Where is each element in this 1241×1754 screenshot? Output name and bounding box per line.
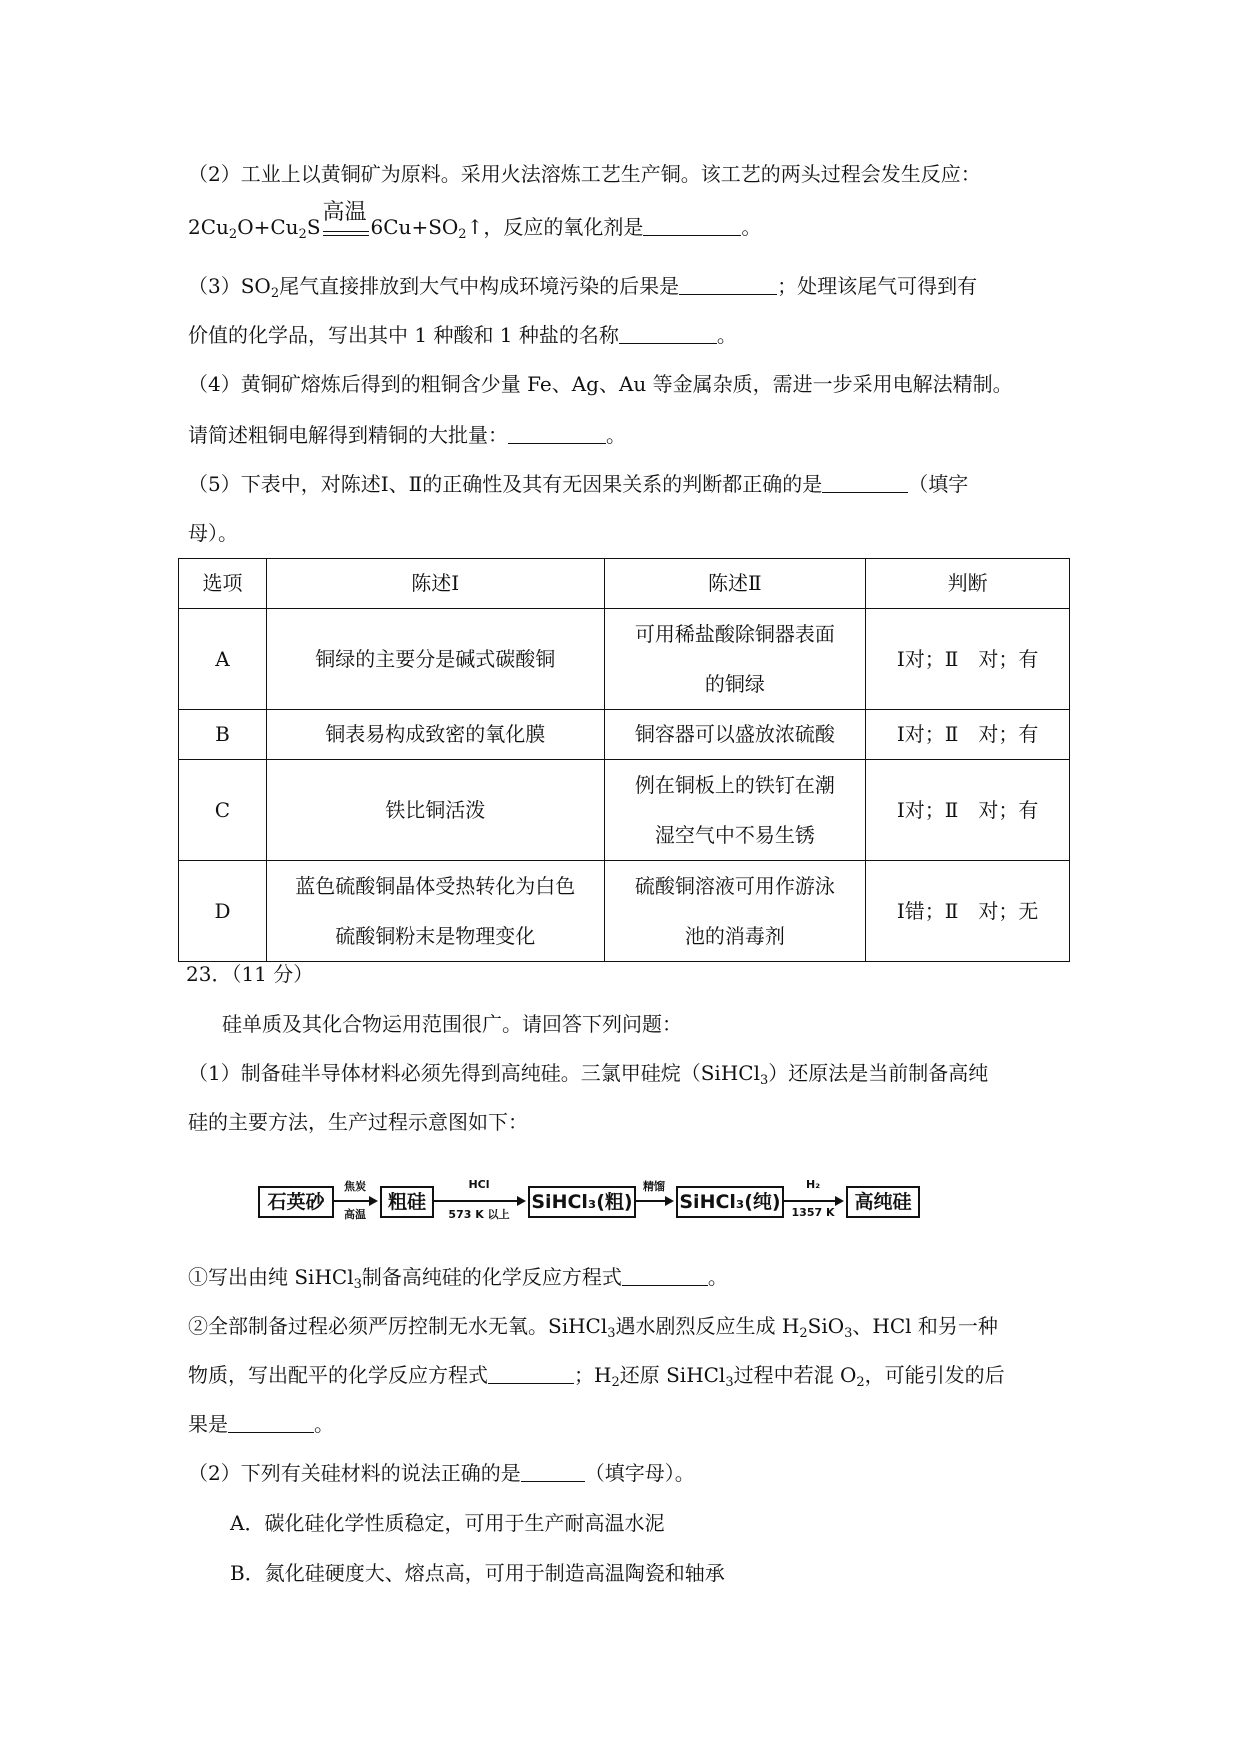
table-header-row xyxy=(179,559,1070,609)
subscript: 2 xyxy=(458,227,467,242)
table-cell xyxy=(604,861,866,962)
table-header: 判断 xyxy=(866,559,1070,609)
q23-p2 xyxy=(188,1459,695,1487)
table-cell: D xyxy=(179,861,267,962)
answer-blank[interactable] xyxy=(508,425,606,444)
q23-text: ；H xyxy=(574,1363,612,1387)
q2-text: （2）工业上以黄铜矿为原料。采用火法溶炼工艺生产铜。该工艺的两头过程会发生反应： xyxy=(188,162,981,186)
q23-intro-text: 硅单质及其化合物运用范围很广。请回答下列问题： xyxy=(222,1012,682,1036)
q23-p1-line2 xyxy=(188,1108,528,1136)
q23-text: ）还原法是当前制备高纯 xyxy=(768,1061,989,1085)
q23-text: SiO xyxy=(807,1314,845,1338)
subscript: 2 xyxy=(856,1375,865,1390)
table-cell: Ⅰ对；Ⅱ 对；有 xyxy=(866,760,1070,861)
q23-intro xyxy=(222,1010,682,1038)
q23-text: （填字母）。 xyxy=(584,1461,695,1485)
q3-text: ；处理该尾气可得到有 xyxy=(777,274,978,298)
q4-text: 。 xyxy=(606,423,626,447)
eq-text: 2Cu xyxy=(188,215,229,239)
q23-text: 过程中若混 O xyxy=(733,1363,857,1387)
q3-line2 xyxy=(188,321,737,349)
process-flow-diagram xyxy=(258,1172,978,1224)
q23-text: 。 xyxy=(314,1412,334,1436)
q5-text: 母）。 xyxy=(188,521,238,545)
flow-box-crude-si: 粗硅 xyxy=(380,1186,434,1218)
table-header: 选项 xyxy=(179,559,267,609)
subscript: 3 xyxy=(725,1375,734,1390)
answer-blank[interactable] xyxy=(643,217,741,236)
flow-box-sihcl3-crude: SiHCl₃(粗) xyxy=(528,1186,636,1218)
table-cell: B xyxy=(179,710,267,760)
answer-blank[interactable] xyxy=(228,1414,314,1433)
q3-text: （3）SO xyxy=(188,274,271,298)
eq-text: O+Cu xyxy=(237,215,299,239)
q3-line1 xyxy=(188,272,977,300)
subscript: 3 xyxy=(607,1326,616,1341)
q5-text: （填字 xyxy=(908,472,969,496)
q4-line2 xyxy=(188,421,626,449)
flow-box-quartz-sand: 石英砂 xyxy=(258,1186,334,1218)
q23-option-a xyxy=(230,1509,664,1537)
condition-text: 高温 xyxy=(322,200,367,225)
flow-arrow-label: 1357 K xyxy=(791,1206,835,1219)
subscript: 2 xyxy=(799,1326,808,1341)
table-cell: A xyxy=(179,609,267,710)
flow-arrow xyxy=(434,1200,524,1202)
q3-text: 。 xyxy=(716,323,737,347)
q23-s2-line2 xyxy=(188,1361,1005,1389)
table-cell: Ⅰ对；Ⅱ 对；有 xyxy=(866,710,1070,760)
answer-blank[interactable] xyxy=(822,474,908,493)
q2-equation-line xyxy=(188,200,762,242)
subscript: 2 xyxy=(298,227,307,242)
flow-arrow-label: HCl xyxy=(468,1178,490,1191)
cell-line: 湿空气中不易生锈 xyxy=(654,823,815,847)
double-line xyxy=(323,231,369,236)
q23-s1 xyxy=(188,1263,728,1291)
cell-line: 硫酸铜粉末是物理变化 xyxy=(335,924,536,948)
cell-line: 硫酸铜溶液可用作游泳 xyxy=(634,874,835,898)
table-row xyxy=(179,710,1070,760)
eq-text: S xyxy=(306,215,321,239)
subscript: 2 xyxy=(228,227,238,242)
table-cell: Ⅰ错；Ⅱ 对；无 xyxy=(866,861,1070,962)
subscript: 2 xyxy=(270,286,280,301)
answer-blank[interactable] xyxy=(679,276,777,295)
table-cell: 铜表易构成致密的氧化膜 xyxy=(266,710,604,760)
answer-blank[interactable] xyxy=(622,1267,708,1286)
q23-text: 、HCl 和另一种 xyxy=(852,1314,998,1338)
q23-title-text: 23．（11 分） xyxy=(186,962,314,986)
table-row xyxy=(179,861,1070,962)
table-cell: 铜容器可以盛放浓硫酸 xyxy=(604,710,866,760)
eq-text: 。 xyxy=(741,215,762,239)
cell-line: 蓝色硫酸铜晶体受热转化为白色 xyxy=(295,874,576,898)
answer-blank[interactable] xyxy=(619,325,717,344)
q23-s2-line3 xyxy=(188,1410,334,1438)
q23-text: 还原 SiHCl xyxy=(619,1363,726,1387)
table-cell xyxy=(604,609,866,710)
q23-text: （2）下列有关硅材料的说法正确的是 xyxy=(188,1461,521,1485)
q5-text: （5）下表中，对陈述Ⅰ、Ⅱ的正确性及其有无因果关系的判断都正确的是 xyxy=(188,472,823,496)
option-text: B．氮化硅硬度大、熔点高，可用于制造高温陶瓷和轴承 xyxy=(230,1561,725,1585)
table-cell xyxy=(266,861,604,962)
cell-line: 的铜绿 xyxy=(704,672,765,696)
q23-text: 硅的主要方法，生产过程示意图如下： xyxy=(188,1110,528,1134)
q23-text: （1）制备硅半导体材料必须先得到高纯硅。三氯甲硅烷（SiHCl xyxy=(188,1061,760,1085)
cell-line: 例在铜板上的铁钉在潮 xyxy=(634,773,835,797)
table-cell xyxy=(604,760,866,861)
q5-line1 xyxy=(188,470,968,498)
flow-box-high-purity-si: 高纯硅 xyxy=(846,1186,920,1218)
q23-option-b xyxy=(230,1559,725,1587)
flow-arrow xyxy=(334,1200,376,1202)
q2-line1 xyxy=(188,160,981,188)
table-cell: 铜绿的主要分是碱式碳酸铜 xyxy=(266,609,604,710)
q4-line1 xyxy=(188,370,1013,398)
subscript: 3 xyxy=(844,1326,853,1341)
q23-text: ①写出由纯 SiHCl xyxy=(188,1265,354,1289)
reaction-condition xyxy=(321,200,371,241)
table-row xyxy=(179,609,1070,710)
eq-text: 6Cu+SO xyxy=(370,215,459,239)
options-table xyxy=(178,558,1070,962)
flow-arrow-label: 573 K 以上 xyxy=(448,1208,510,1221)
q4-text: （4）黄铜矿熔炼后得到的粗铜含少量 Fe、Ag、Au 等金属杂质，需进一步采用电解法精制。 xyxy=(188,372,1013,396)
cell-line: 池的消毒剂 xyxy=(684,924,785,948)
table-cell: 铁比铜活泼 xyxy=(266,760,604,861)
q5-line2 xyxy=(188,519,238,547)
subscript: 2 xyxy=(611,1375,620,1390)
q23-text: 物质，写出配平的化学反应方程式 xyxy=(188,1363,488,1387)
flow-arrow-label: H₂ xyxy=(805,1178,821,1191)
eq-text: ↑，反应的氧化剂是 xyxy=(466,215,644,239)
q4-text: 请简述粗铜电解得到精铜的大批量： xyxy=(188,423,508,447)
q3-text: 尾气直接排放到大气中构成环境污染的后果是 xyxy=(279,274,680,298)
subscript: 3 xyxy=(759,1073,769,1088)
answer-blank[interactable] xyxy=(521,1463,585,1482)
flow-arrow xyxy=(636,1200,672,1202)
flow-arrow xyxy=(784,1200,842,1202)
q23-text: ，可能引发的后 xyxy=(864,1363,1005,1387)
q23-text: 遇水剧烈反应生成 H xyxy=(615,1314,800,1338)
q23-title xyxy=(186,960,313,988)
table-header: 陈述Ⅰ xyxy=(266,559,604,609)
q23-text: 制备高纯硅的化学反应方程式 xyxy=(361,1265,622,1289)
option-text: A．碳化硅化学性质稳定，可用于生产耐高温水泥 xyxy=(230,1511,665,1535)
flow-arrow-label: 高温 xyxy=(344,1208,366,1221)
subscript: 3 xyxy=(353,1277,362,1292)
q23-text: ②全部制备过程必须严厉控制无水无氧。SiHCl xyxy=(188,1314,608,1338)
flow-arrow-label: 焦炭 xyxy=(344,1180,366,1193)
q3-text: 价值的化学品，写出其中 1 种酸和 1 种盐的名称 xyxy=(188,323,619,347)
q23-p1-line1 xyxy=(188,1059,988,1087)
q23-s2-line1 xyxy=(188,1312,998,1340)
answer-blank[interactable] xyxy=(488,1365,574,1384)
q23-text: 果是 xyxy=(188,1412,228,1436)
cell-line: 可用稀盐酸除铜器表面 xyxy=(634,622,835,646)
table-row xyxy=(179,760,1070,861)
table-cell: Ⅰ对；Ⅱ 对；有 xyxy=(866,609,1070,710)
flow-arrow-label: 精馏 xyxy=(643,1180,665,1193)
table-header: 陈述Ⅱ xyxy=(604,559,866,609)
q23-text: 。 xyxy=(707,1265,728,1289)
table-cell: C xyxy=(179,760,267,861)
flow-box-sihcl3-pure: SiHCl₃(纯) xyxy=(676,1186,784,1218)
